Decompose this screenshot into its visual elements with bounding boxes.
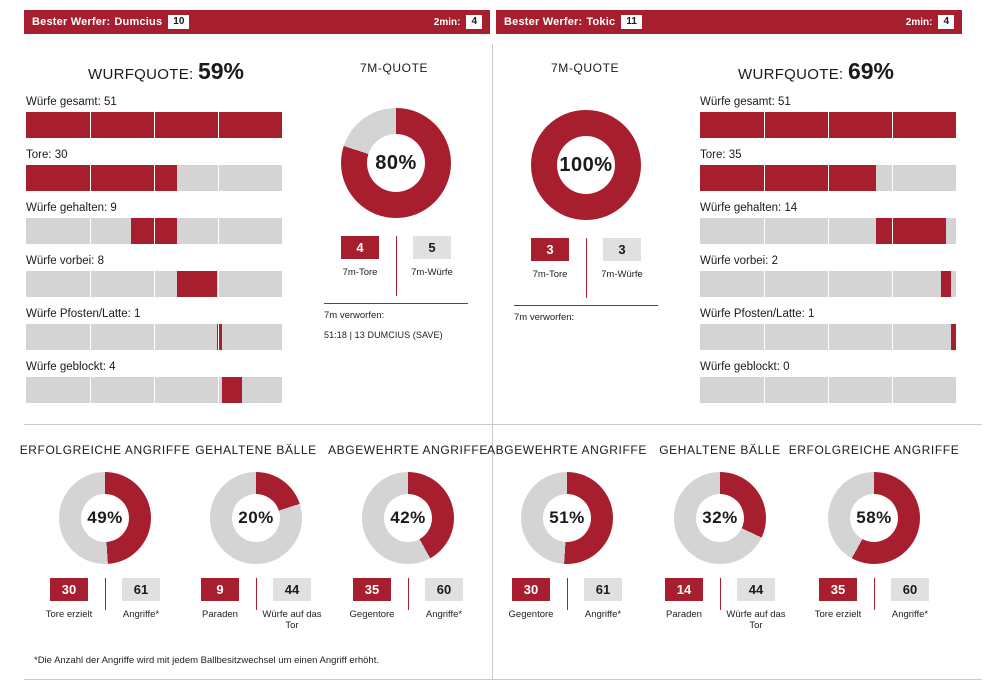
panel-donut: [362, 472, 454, 564]
bar-label: Tore: 35: [700, 149, 742, 161]
stat-box: [805, 578, 871, 620]
shooting-quote-value-right: 69%: [847, 58, 895, 84]
bar-tick: [828, 218, 829, 244]
panel-donut: [674, 472, 766, 564]
section-divider: [24, 424, 982, 425]
two-min-label-left: 2min:: [433, 16, 461, 28]
bar-tick: [828, 324, 829, 350]
bar-tick: [892, 165, 893, 191]
stat-caption: Würfe auf das Tor: [262, 609, 322, 631]
best-scorer-label-left: Bester Werfer:: [32, 16, 111, 28]
bar-tick: [764, 271, 765, 297]
panel-title: ERFOLGREICHE ANGRIFFE: [788, 443, 960, 457]
bar-item: [26, 202, 282, 244]
sevenm-donut-right: [531, 110, 641, 220]
donut-hole: [232, 494, 280, 542]
bar-track: [26, 218, 282, 244]
bar-item: [700, 255, 956, 297]
bar-label: Tore: 30: [26, 149, 68, 161]
bar-label: Würfe gehalten: 9: [26, 202, 117, 214]
shooting-quote-label-right: WURFQUOTE:: [738, 66, 844, 83]
bar-tick: [90, 377, 91, 403]
stat-caption: 7m-Würfe: [601, 269, 643, 280]
bar-fill: [222, 377, 242, 403]
stat-separator: [396, 236, 397, 296]
sevenm-donut-left: [341, 108, 451, 218]
stat-caption: Angriffe*: [584, 609, 622, 620]
bar-track: [26, 112, 282, 138]
panel-title: ERFOLGREICHE ANGRIFFE: [19, 443, 191, 457]
shooting-quote-left: [88, 58, 244, 85]
stat-box: [589, 238, 655, 280]
stat-box: [259, 578, 325, 631]
missed-divider-left: [324, 303, 468, 304]
bar-fill: [951, 324, 956, 350]
bar-tick: [154, 271, 155, 297]
bar-tick: [892, 377, 893, 403]
bar-tick: [892, 218, 893, 244]
stat-caption: Paraden: [666, 609, 702, 620]
stat-box: [570, 578, 636, 620]
stat-caption: Würfe auf das Tor: [726, 609, 786, 631]
bar-item: [700, 202, 956, 244]
bar-track: [700, 112, 956, 138]
two-min-value-left: 4: [466, 15, 482, 29]
bar-track: [26, 324, 282, 350]
bar-tick: [154, 112, 155, 138]
stat-caption: 7m-Tore: [532, 269, 568, 280]
stat-caption: Angriffe*: [122, 609, 160, 620]
header-bar-left-team: [24, 10, 490, 34]
shooting-quote-right: [738, 58, 894, 85]
panel-title: ABGEWEHRTE ANGRIFFE: [487, 443, 647, 457]
bar-label: Würfe vorbei: 2: [700, 255, 778, 267]
stat-box: [877, 578, 943, 620]
missed-entry: 51:18 | 13 DUMCIUS (SAVE): [324, 330, 443, 340]
best-scorer-name-right: Tokic: [586, 16, 616, 28]
bar-tick: [218, 112, 219, 138]
stat-number: 3: [603, 238, 641, 261]
bar-track: [26, 377, 282, 403]
sevenm-title-right: 7M-QUOTE: [551, 61, 620, 75]
stat-separator: [720, 578, 721, 610]
panel-title: GEHALTENE BÄLLE: [659, 443, 781, 457]
bar-tick: [764, 112, 765, 138]
bar-tick: [90, 112, 91, 138]
missed-divider-right: [514, 305, 658, 306]
bar-item: [26, 255, 282, 297]
donut-ring: [341, 108, 451, 218]
stat-number: 44: [737, 578, 775, 601]
panel-donut: [59, 472, 151, 564]
bar-track: [700, 165, 956, 191]
bar-track: [26, 271, 282, 297]
stat-number: 61: [584, 578, 622, 601]
bar-label: Würfe geblockt: 0: [700, 361, 790, 373]
bar-tick: [154, 377, 155, 403]
bar-tick: [828, 112, 829, 138]
sevenm-title-left: 7M-QUOTE: [360, 61, 429, 75]
stat-box: [411, 578, 477, 620]
stat-separator: [105, 578, 106, 610]
bar-item: [700, 361, 956, 403]
bar-tick: [892, 271, 893, 297]
bar-tick: [892, 112, 893, 138]
stat-number: 3: [531, 238, 569, 261]
donut-ring: [828, 472, 920, 564]
stat-separator: [567, 578, 568, 610]
stat-number: 4: [341, 236, 379, 259]
stat-box: [517, 238, 583, 280]
center-divider: [492, 44, 493, 680]
bar-fill: [941, 271, 951, 297]
panel-donut: [210, 472, 302, 564]
stat-box: [187, 578, 253, 631]
best-scorer-goals-left: 10: [168, 15, 189, 29]
stat-number: 61: [122, 578, 160, 601]
bar-item: [26, 149, 282, 191]
stat-box: [399, 236, 465, 278]
donut-hole: [850, 494, 898, 542]
bar-tick: [218, 377, 219, 403]
bar-track: [700, 218, 956, 244]
bar-item: [700, 149, 956, 191]
donut-ring: [521, 472, 613, 564]
stat-number: 30: [512, 578, 550, 601]
missed-title-left: 7m verworfen:: [324, 310, 385, 321]
donut-value: 58%: [856, 508, 892, 527]
donut-value: 80%: [375, 151, 417, 174]
stat-caption: Paraden: [202, 609, 238, 620]
bar-fill: [876, 218, 946, 244]
stat-caption: Tore erzielt: [814, 609, 862, 620]
panel-title: ABGEWEHRTE ANGRIFFE: [328, 443, 488, 457]
stat-number: 60: [425, 578, 463, 601]
bar-item: [700, 308, 956, 350]
bar-fill: [177, 271, 217, 297]
bar-label: Würfe gehalten: 14: [700, 202, 798, 214]
bar-tick: [90, 324, 91, 350]
stat-caption: Angriffe*: [891, 609, 929, 620]
bar-tick: [764, 218, 765, 244]
best-scorer-name-left: Dumcius: [114, 16, 163, 28]
stat-number: 60: [891, 578, 929, 601]
bar-item: [26, 96, 282, 138]
bar-tick: [154, 218, 155, 244]
stat-box: [108, 578, 174, 620]
stat-caption: Tore erzielt: [45, 609, 93, 620]
donut-value: 51%: [549, 508, 585, 527]
stat-separator: [586, 238, 587, 298]
bar-tick: [218, 271, 219, 297]
bar-tick: [90, 218, 91, 244]
shooting-quote-value-left: 59%: [197, 58, 245, 84]
donut-hole: [384, 494, 432, 542]
donut-ring: [674, 472, 766, 564]
bar-track: [700, 324, 956, 350]
bar-label: Würfe geblockt: 4: [26, 361, 116, 373]
stat-box: [327, 236, 393, 278]
stat-number: 35: [819, 578, 857, 601]
donut-value: 32%: [702, 508, 738, 527]
stat-box: [651, 578, 717, 631]
donut-hole: [81, 494, 129, 542]
stat-box: [723, 578, 789, 631]
bar-item: [700, 96, 956, 138]
bar-tick: [154, 165, 155, 191]
stat-caption: 7m-Würfe: [411, 267, 453, 278]
bar-item: [26, 308, 282, 350]
bar-label: Würfe vorbei: 8: [26, 255, 104, 267]
stat-caption: Angriffe*: [425, 609, 463, 620]
bar-tick: [828, 165, 829, 191]
stat-number: 30: [50, 578, 88, 601]
stat-number: 35: [353, 578, 391, 601]
donut-value: 42%: [390, 508, 426, 527]
donut-hole: [367, 134, 425, 192]
stat-separator: [874, 578, 875, 610]
donut-value: 49%: [87, 508, 123, 527]
stat-number: 9: [201, 578, 239, 601]
bar-label: Würfe gesamt: 51: [700, 96, 791, 108]
stat-number: 14: [665, 578, 703, 601]
bar-label: Würfe gesamt: 51: [26, 96, 117, 108]
bar-label: Würfe Pfosten/Latte: 1: [26, 308, 141, 320]
bar-tick: [828, 377, 829, 403]
stat-caption: Gegentore: [508, 609, 554, 620]
bar-label: Würfe Pfosten/Latte: 1: [700, 308, 815, 320]
stat-box: [36, 578, 102, 620]
missed-title-right: 7m verworfen:: [514, 312, 575, 323]
footnote: *Die Anzahl der Angriffe wird mit jedem Ballbesitzwechsel um einen Angriff erhöht.: [34, 655, 379, 666]
panel-title: GEHALTENE BÄLLE: [195, 443, 317, 457]
two-min-value-right: 4: [938, 15, 954, 29]
best-scorer-label-right: Bester Werfer:: [504, 16, 583, 28]
bar-track: [700, 271, 956, 297]
bar-tick: [90, 271, 91, 297]
bar-tick: [154, 324, 155, 350]
donut-hole: [543, 494, 591, 542]
bar-tick: [892, 324, 893, 350]
stat-box: [498, 578, 564, 620]
bar-tick: [764, 324, 765, 350]
donut-ring: [210, 472, 302, 564]
stat-separator: [256, 578, 257, 610]
donut-ring: [531, 110, 641, 220]
donut-ring: [59, 472, 151, 564]
bar-track: [26, 165, 282, 191]
bar-tick: [764, 377, 765, 403]
two-min-label-right: 2min:: [905, 16, 933, 28]
donut-ring: [362, 472, 454, 564]
donut-value: 100%: [559, 153, 613, 176]
donut-hole: [557, 136, 615, 194]
stat-number: 5: [413, 236, 451, 259]
bar-track: [700, 377, 956, 403]
stat-caption: 7m-Tore: [342, 267, 378, 278]
best-scorer-goals-right: 11: [621, 15, 642, 29]
donut-value: 20%: [238, 508, 274, 527]
bar-fill: [700, 165, 876, 191]
shooting-quote-label-left: WURFQUOTE:: [88, 66, 194, 83]
bar-tick: [218, 165, 219, 191]
bar-tick: [828, 271, 829, 297]
bar-tick: [764, 165, 765, 191]
donut-hole: [696, 494, 744, 542]
bar-tick: [218, 218, 219, 244]
stat-box: [339, 578, 405, 620]
bar-tick: [90, 165, 91, 191]
panel-donut: [828, 472, 920, 564]
stat-separator: [408, 578, 409, 610]
bar-tick: [218, 324, 219, 350]
panel-donut: [521, 472, 613, 564]
stat-number: 44: [273, 578, 311, 601]
header-bar-right-team: [496, 10, 962, 34]
stat-caption: Gegentore: [349, 609, 395, 620]
bar-item: [26, 361, 282, 403]
